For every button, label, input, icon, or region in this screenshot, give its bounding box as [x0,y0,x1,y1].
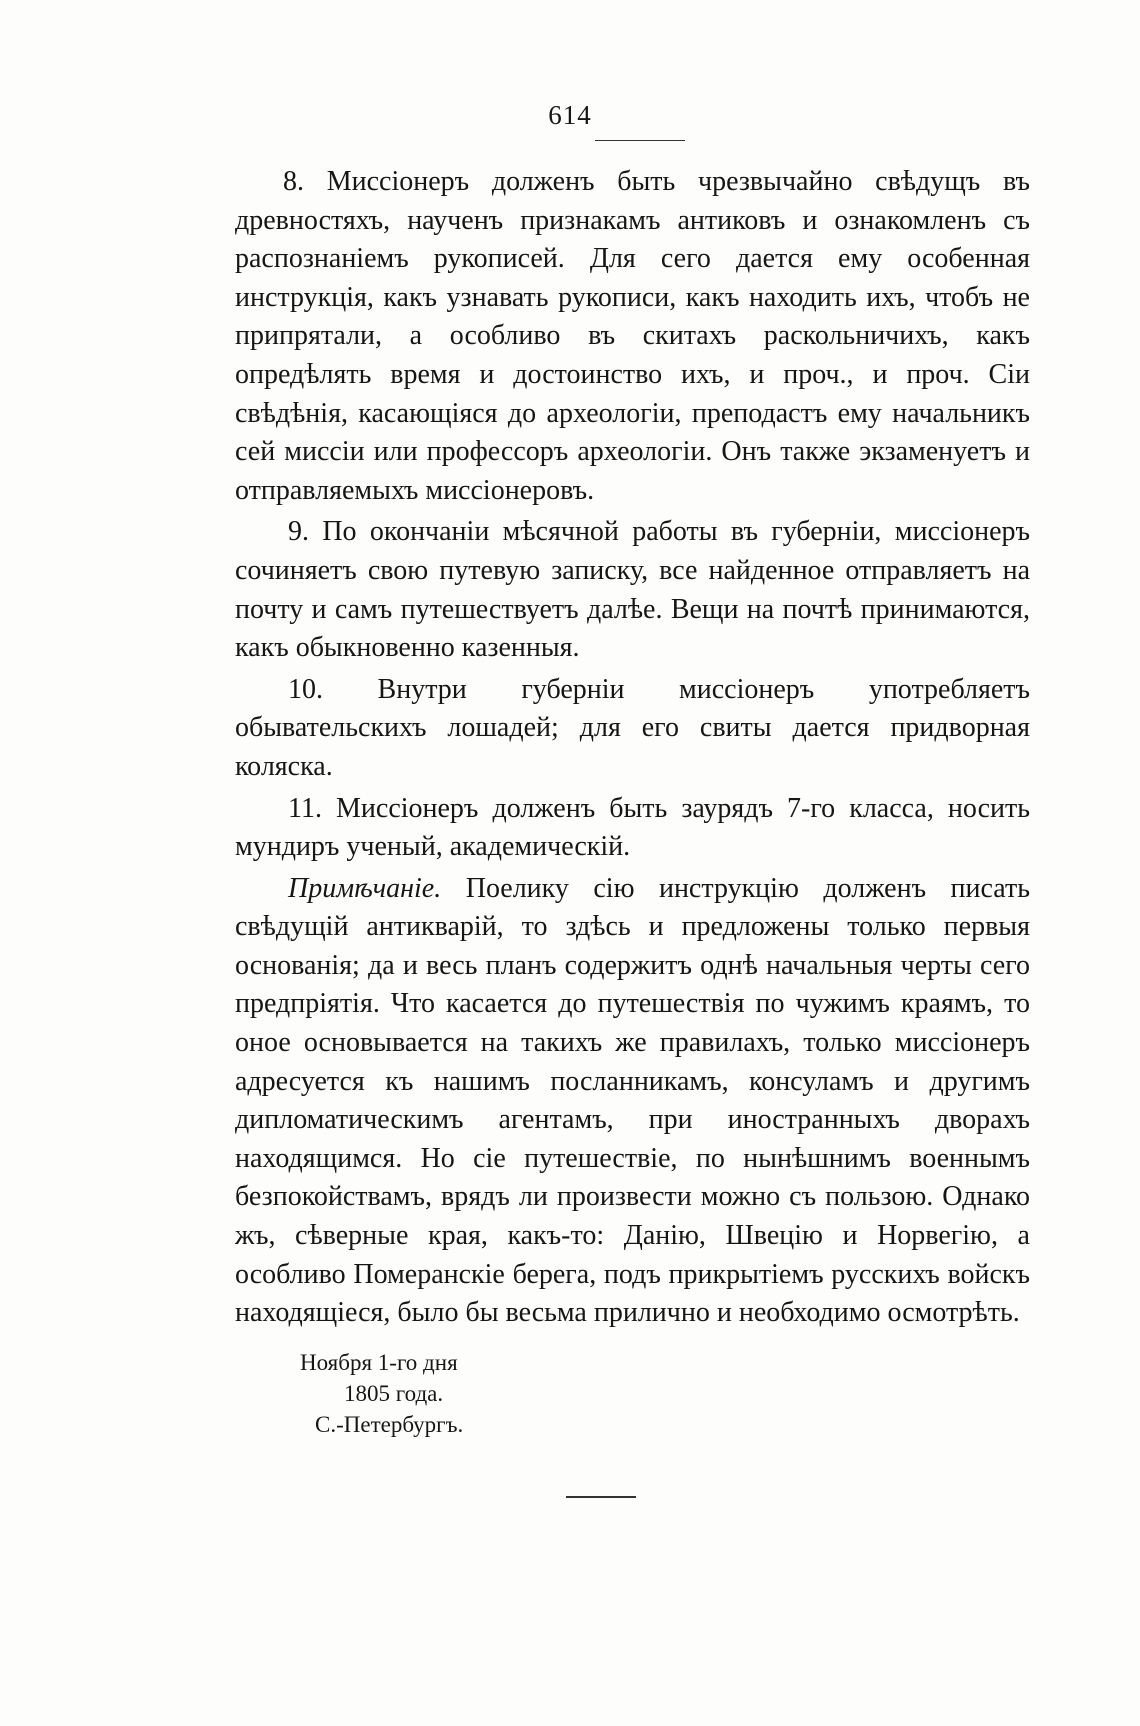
note-label: Примѣчаніе. [288,872,442,904]
page-number: 614 [548,100,592,130]
body-text [235,163,1030,1336]
signature-place: С.-Петербургъ. [315,1412,464,1437]
signature-date: Ноября 1-го дня [300,1350,458,1375]
paragraph-8: 8. Миссіонеръ долженъ быть чрезвычайно свѣдущъ въ древностяхъ, наученъ признакамъ антиковъ и ознакомленъ съ распознаніемъ рукописей. Для сего дается ему особенная инструкція, какъ узнавать рукописи, какъ находить ихъ, чтобъ не припрятали, а особливо въ скитахъ раскольничихъ, какъ опредѣлять время и достоинство ихъ, и проч., и проч. Сіи свѣдѣнія, касающіяся до археологіи, преподастъ ему начальникъ сей миссіи или профессоръ археологіи. Онъ также экзаменуетъ и отправляемыхъ миссіонеровъ. [235,166,1030,506]
paragraph-9: 9. По окончаніи мѣсячной работы въ губерніи, миссіонеръ сочиняетъ свою путевую записку, все найденное отправляетъ на почту и самъ путешествуетъ далѣе. Вещи на почтѣ принимаются, какъ обыкновенно казенныя. [235,516,1030,664]
signature-block [300,1347,463,1440]
paragraph-10: 10. Внутри губерніи миссіонеръ употребляетъ обывательскихъ лошадей; для его свиты дается придворная коляска. [235,673,1030,782]
paragraph-11: 11. Миссіонеръ долженъ быть заурядъ 7-го класса, носить мундиръ ученый, академическій. [235,792,1030,863]
end-divider [566,1496,636,1498]
note-text: Поелику сію инструкцію долженъ писать свѣдущій антикварій, то здѣсь и предложены только первыя основанія; да и весь планъ содержитъ однѣ начальныя черты сего предпріятія. Что касается до путешествія по чужимъ краямъ, то оное основывается на такихъ же правилахъ, только миссіонеръ адресуется къ нашимъ посланникамъ, консуламъ и другимъ дипломатическимъ агентамъ, при иностранныхъ дворахъ находящимся. Но сіе путешествіе, по нынѣшнимъ военнымъ безпокойствамъ, врядъ ли произвести можно съ пользою. Однако жъ, сѣверные края, какъ-то: Данію, Швецію и Норвегію, а особливо Померанскіе берега, подъ прикрытіемъ русскихъ войскъ находящіеся, было бы весьма прилично и необходимо осмотрѣть. [235,872,1030,1329]
note-paragraph [235,870,1030,1333]
signature-year: 1805 года. [344,1381,444,1406]
page-number-underline [595,140,685,141]
